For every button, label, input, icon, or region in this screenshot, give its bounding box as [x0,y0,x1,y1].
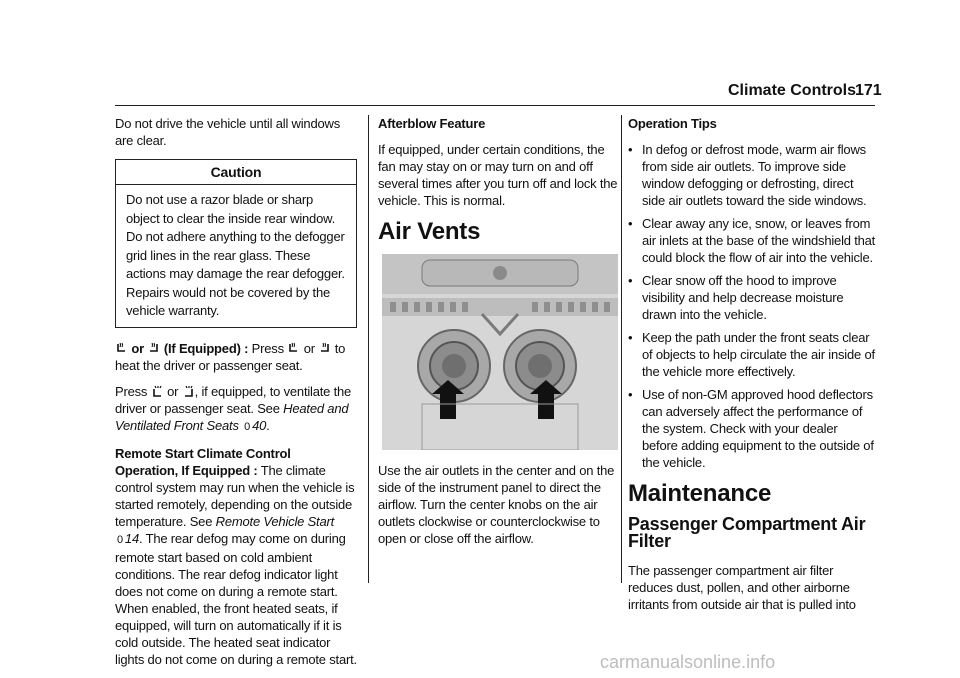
column-right [628,115,876,622]
list-item: • In defog or defrost mode, warm air flows from side air outlets. To improve side window defogging or defrosting, direct side air outlets toward the side windows. [628,142,867,208]
heated-seat-passenger-icon [318,342,331,355]
intro-paragraph: Do not drive the vehicle until all windows are clear. [115,116,340,148]
bullet-icon: • [628,330,633,345]
caution-body: Do not use a razor blade or sharp object to clear the inside rear window. Do not adhere anything to the defogger grid lines in the rear glass. These actions may damage the rear defogger. Repairs would not be covered by the vehicle warranty. [126,192,345,318]
air-filter-heading: Passenger Compartment Air Filter [628,514,866,551]
afterblow-heading: Afterblow Feature [378,116,486,131]
column-divider [368,115,369,583]
ventilated-seat-driver-icon [151,385,164,398]
page-ref[interactable]: 40 [252,417,267,433]
page-ref[interactable]: 14 [124,530,139,546]
running-header-title: Climate Controls [728,82,857,99]
air-vents-paragraph: Use the air outlets in the center and on the side of the instrument panel to direct the airflow. Turn the center knobs on the air outlets clockwise or counterclockwise to open or close off the airflow. [378,463,615,546]
operation-tips-list [628,141,876,471]
caution-box [115,159,357,328]
remote-start-link[interactable]: Remote Vehicle Start [215,513,335,529]
air-vents-heading: Air Vents [378,218,481,245]
page-number: 171 [855,82,882,99]
heated-seats-link[interactable]: Heated and Ventilated Front Seats [115,400,349,433]
header-rule [115,105,875,106]
page-ref-arrow-icon: 0 [117,533,123,546]
operation-tips-heading: Operation Tips [628,116,717,131]
bullet-icon: • [628,273,633,288]
bullet-icon: • [628,387,633,402]
air-filter-paragraph: The passenger compartment air filter reduces dust, pollen, and other airborne irritants from outside air that is pulled into [628,563,856,612]
afterblow-paragraph: If equipped, under certain conditions, the fan may stay on or may turn on and off several times after you turn off and lock the vehicle. This is normal. [378,142,618,208]
heated-seat-passenger-icon [147,342,160,355]
heated-seat-driver-icon [115,342,128,355]
ventilated-seat-paragraph: Press or , if equipped, to ventilate the driver or passenger seat. See Heated and Ventilated Front Seats 0 40. [115,383,352,433]
caution-title: Caution [116,160,356,185]
bullet-icon: • [628,216,633,231]
watermark: carmanualsonline.info [600,652,776,672]
remote-start-paragraph: Remote Start Climate Control Operation, If Equipped : The climate control system may run when the vehicle is started remotely, depending on the outside temperature. See Remote Vehicle Start 0 14. The rear defog may come on during remote start based on cold ambient conditions. The rear defog indicator light does not come on during a remote start. When enabled, the front heated seats, if equipped, will turn on automatically if it is cold outside. The heated seat indicator lights do not come on during a remote start. [115,445,357,667]
heated-seat-paragraph: or (If Equipped) : Press or to heat the driver or passenger seat. [115,340,346,373]
bullet-icon: • [628,142,633,157]
list-item: • Clear away any ice, snow, or leaves from air inlets at the base of the windshield that could block the flow of air into the vehicle. [628,216,876,265]
column-middle [378,115,620,556]
heated-seat-label: or (If Equipped) : [115,341,252,356]
column-left [115,115,357,677]
list-item: • Use of non-GM approved hood deflectors can adversely affect the performance of the system. Check with your dealer before adding equipment to the outside of the vehicle. [628,387,874,470]
list-item: • Clear snow off the hood to improve visibility and help decrease moisture drawn into the vehicle. [628,273,844,322]
air-vents-illustration [382,254,618,450]
column-divider [621,115,622,583]
list-item: • Keep the path under the front seats clear of objects to help circulate the air inside of the vehicle more effectively. [628,330,875,379]
maintenance-heading: Maintenance [628,480,772,507]
page-ref-arrow-icon: 0 [244,420,251,433]
remote-start-label: Remote Start Climate Control Operation, If Equipped : [115,445,291,478]
ventilated-seat-passenger-icon [182,385,195,398]
heated-seat-driver-icon [287,342,300,355]
